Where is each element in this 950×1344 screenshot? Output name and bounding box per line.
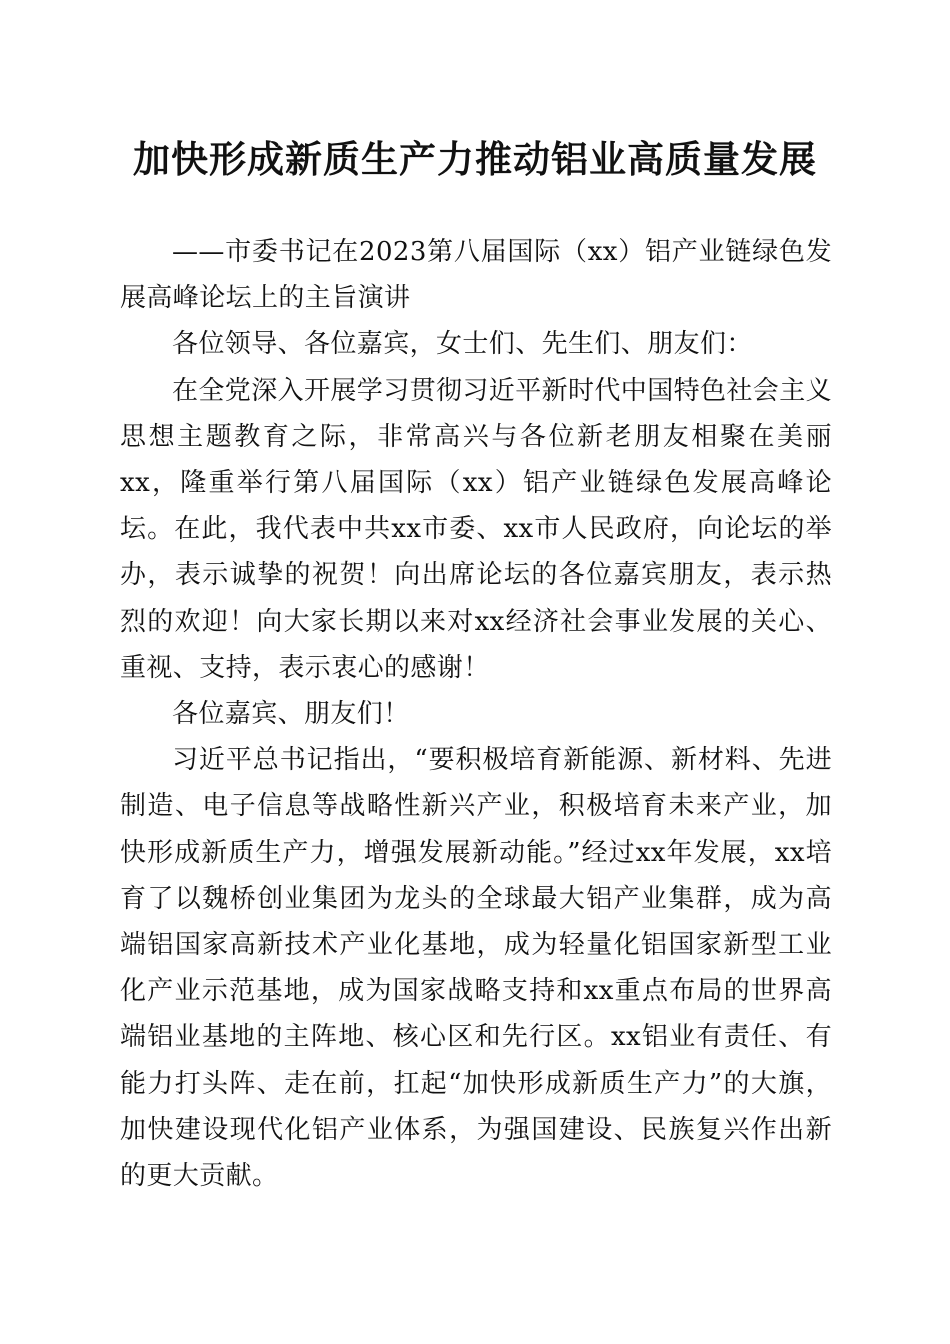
document-body [120, 229, 832, 1199]
document-title: 加快形成新质生产力推动铝业高质量发展 [133, 137, 817, 181]
subtitle-paragraph: ——市委书记在2023第八届国际（xx）铝产业链绿色发展高峰论坛上的主旨演讲 [120, 237, 832, 314]
salutation-paragraph: 各位嘉宾、朋友们！ [172, 699, 410, 730]
body-paragraph: 习近平总书记指出，“要积极培育新能源、新材料、先进制造、电子信息等战略性新兴产业，积极培育未来产业，加快形成新质生产力，增强发展新动能。”经过xx年发展，xx培育了以魏桥创业集团为龙头的全球最大铝产业集群，成为高端铝国家高新技术产业化基地，成为轻量化铝国家新型工业化产业示范基地，成为国家战略支持和xx重点布局的世界高端铝业基地的主阵地、核心区和先行区。xx铝业有责任、有能力打头阵、走在前，扛起“加快形成新质生产力”的大旗，加快建设现代化铝产业体系，为强国建设、民族复兴作出新的更大贡献。 [120, 745, 832, 1192]
body-paragraph: 在全党深入开展学习贯彻习近平新时代中国特色社会主义思想主题教育之际，非常高兴与各位新老朋友相聚在美丽xx，隆重举行第八届国际（xx）铝产业链绿色发展高峰论坛。在此，我代表中共xx市委、xx市人民政府，向论坛的举办，表示诚挚的祝贺！向出席论坛的各位嘉宾朋友，表示热烈的欢迎！向大家长期以来对xx经济社会事业发展的关心、重视、支持，表示衷心的感谢！ [120, 375, 833, 683]
salutation-paragraph: 各位领导、各位嘉宾，女士们、先生们、朋友们： [172, 329, 753, 360]
